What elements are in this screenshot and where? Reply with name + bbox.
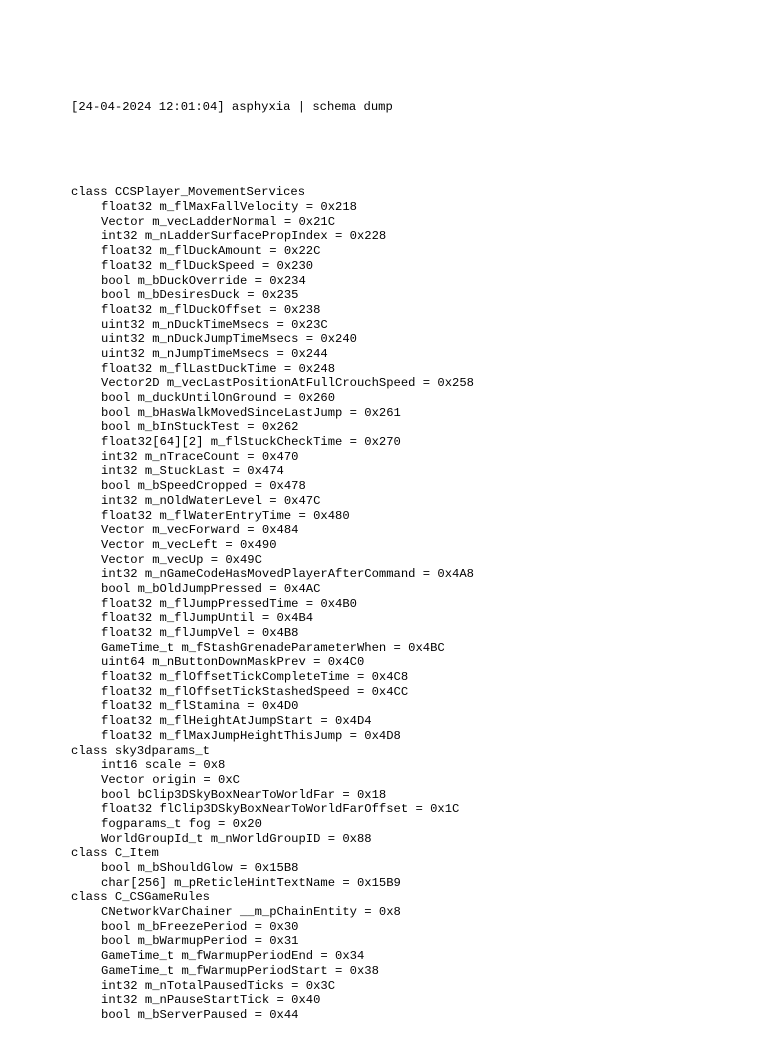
- member-field: float32 m_flDuckOffset = 0x238: [101, 302, 321, 317]
- member-field: Vector m_vecLadderNormal = 0x21C: [101, 214, 336, 229]
- member-field: bool m_bDuckOverride = 0x234: [101, 273, 306, 288]
- member-field: bool m_duckUntilOnGround = 0x260: [101, 391, 336, 405]
- member-field: Vector origin = 0xC: [101, 772, 240, 787]
- class-list: [71, 185, 751, 1022]
- member-field: float32 m_flWaterEntryTime = 0x480: [101, 508, 350, 523]
- member-field: int32 m_nTraceCount = 0x470: [101, 449, 299, 464]
- member-field: float32 m_flStamina = 0x4D0: [101, 699, 299, 714]
- member-field: float32[64][2] m_flStuckCheckTime = 0x270: [101, 435, 401, 450]
- member-field: float32 m_flDuckSpeed = 0x230: [101, 258, 314, 273]
- member-field: bool m_bServerPaused = 0x44: [101, 1007, 299, 1022]
- member-field: bool m_bOldJumpPressed = 0x4AC: [101, 581, 321, 596]
- member-field: Vector m_vecLeft = 0x490: [101, 537, 277, 552]
- member-field: WorldGroupId_t m_nWorldGroupID = 0x88: [101, 831, 372, 846]
- member-field: Vector m_vecForward = 0x484: [101, 523, 299, 538]
- member-field: int32 m_nOldWaterLevel = 0x47C: [101, 493, 321, 508]
- member-field: bool m_bDesiresDuck = 0x235: [101, 288, 299, 303]
- member-field: int32 m_nLadderSurfacePropIndex = 0x228: [101, 229, 387, 244]
- member-field: GameTime_t m_fWarmupPeriodStart = 0x38: [101, 963, 379, 978]
- schema-dump-document: [71, 72, 751, 1037]
- member-field: float32 m_flJumpVel = 0x4B8: [101, 626, 299, 640]
- member-field: bool m_bSpeedCropped = 0x478: [101, 479, 306, 494]
- class-name: class C_CSGameRules: [71, 890, 210, 905]
- member-field: char[256] m_pReticleHintTextName = 0x15B9: [101, 875, 401, 890]
- member-field: float32 m_flMaxJumpHeightThisJump = 0x4D8: [101, 728, 401, 743]
- member-field: float32 m_flJumpUntil = 0x4B4: [101, 611, 314, 626]
- member-field: float32 m_flDuckAmount = 0x22C: [101, 244, 321, 259]
- member-field: uint64 m_nButtonDownMaskPrev = 0x4C0: [101, 655, 365, 670]
- class-name: class C_Item: [71, 846, 159, 861]
- member-field: int32 m_nGameCodeHasMovedPlayerAfterCommand = 0x4A8: [101, 567, 474, 582]
- member-field: Vector2D m_vecLastPositionAtFullCrouchSpeed = 0x258: [101, 376, 474, 391]
- member-field: float32 m_flJumpPressedTime = 0x4B0: [101, 596, 357, 611]
- class-block: [71, 846, 751, 890]
- member-field: bool m_bWarmupPeriod = 0x31: [101, 934, 299, 949]
- class-name: class CCSPlayer_MovementServices: [71, 185, 306, 200]
- member-field: float32 m_flOffsetTickStashedSpeed = 0x4CC: [101, 684, 409, 699]
- member-field: int32 m_nPauseStartTick = 0x40: [101, 993, 321, 1008]
- member-field: int32 m_nTotalPausedTicks = 0x3C: [101, 978, 336, 993]
- member-field: fogparams_t fog = 0x20: [101, 816, 262, 831]
- member-field: uint32 m_nDuckTimeMsecs = 0x23C: [101, 317, 328, 332]
- dump-header: [24-04-2024 12:01:04] asphyxia | schema dump: [71, 100, 393, 114]
- blank-line: [71, 143, 751, 158]
- member-field: bool m_bHasWalkMovedSinceLastJump = 0x261: [101, 405, 401, 420]
- member-field: bool m_bShouldGlow = 0x15B8: [101, 861, 299, 875]
- class-block: [71, 744, 751, 847]
- member-field: float32 m_flMaxFallVelocity = 0x218: [101, 200, 357, 215]
- member-field: uint32 m_nDuckJumpTimeMsecs = 0x240: [101, 332, 357, 347]
- member-field: float32 flClip3DSkyBoxNearToWorldFarOffset = 0x1C: [101, 802, 460, 817]
- member-field: float32 m_flOffsetTickCompleteTime = 0x4C8: [101, 670, 409, 685]
- member-field: int16 scale = 0x8: [101, 758, 226, 773]
- member-field: bool m_bFreezePeriod = 0x30: [101, 919, 299, 934]
- member-field: Vector m_vecUp = 0x49C: [101, 552, 262, 567]
- member-field: CNetworkVarChainer __m_pChainEntity = 0x8: [101, 905, 401, 920]
- member-field: GameTime_t m_fWarmupPeriodEnd = 0x34: [101, 949, 365, 964]
- member-field: float32 m_flLastDuckTime = 0x248: [101, 361, 336, 376]
- member-field: uint32 m_nJumpTimeMsecs = 0x244: [101, 346, 328, 361]
- class-name: class sky3dparams_t: [71, 743, 210, 758]
- class-block: [71, 890, 751, 1022]
- member-field: int32 m_StuckLast = 0x474: [101, 464, 284, 479]
- member-field: bool m_bInStuckTest = 0x262: [101, 420, 299, 435]
- member-field: GameTime_t m_fStashGrenadeParameterWhen = 0x4BC: [101, 640, 445, 655]
- member-field: bool bClip3DSkyBoxNearToWorldFar = 0x18: [101, 787, 387, 802]
- class-block: [71, 185, 751, 743]
- member-field: float32 m_flHeightAtJumpStart = 0x4D4: [101, 714, 372, 729]
